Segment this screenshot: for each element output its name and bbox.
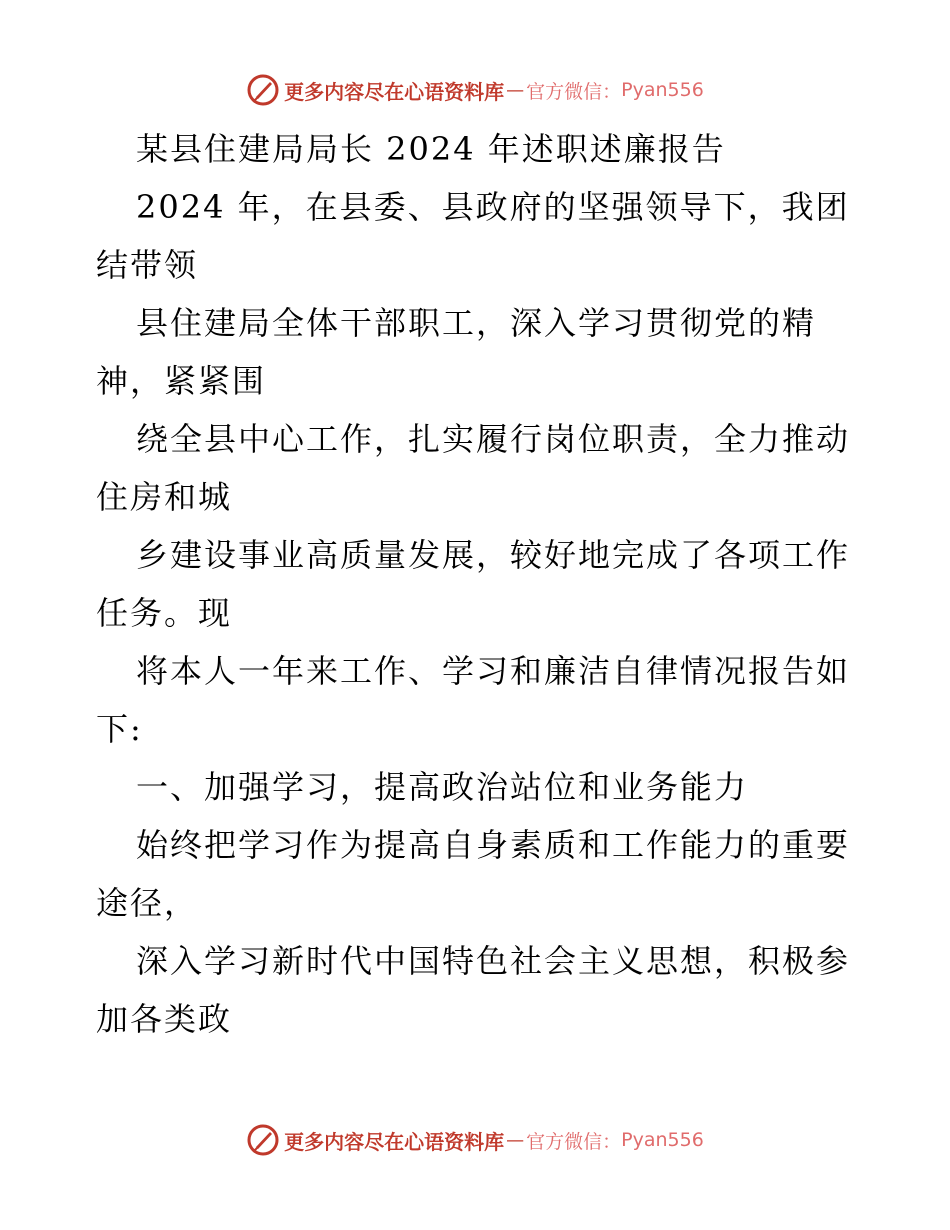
watermark-dash: —: [506, 79, 525, 101]
watermark-main-text: 更多内容尽在心语资料库: [284, 79, 505, 104]
paragraph-line: 加各类政: [96, 1000, 233, 1038]
quill-seal-icon: [246, 73, 280, 107]
paragraph-line: 结带领: [96, 246, 199, 284]
watermark-main-text: 更多内容尽在心语资料库: [284, 1129, 505, 1154]
watermark-sub-text: 官方微信：: [526, 80, 622, 103]
paragraph-line: 将本人一年来工作、学习和廉洁自律情况报告如: [136, 652, 851, 690]
paragraph-line: 任务。现: [96, 594, 233, 632]
document-body: [96, 120, 866, 1048]
document-title: 某县住建局局长 2024 年述职述廉报告: [136, 130, 726, 168]
paragraph-line: 神，紧紧围: [96, 362, 267, 400]
watermark-wechat-id: Pyan556: [621, 79, 704, 101]
paragraph-line: 2024 年，在县委、县政府的坚强领导下，我团: [136, 188, 850, 226]
paragraph-line: 途径，: [96, 884, 199, 922]
paragraph-line: 始终把学习作为提高自身素质和工作能力的重要: [136, 826, 851, 864]
watermark-footer: [0, 1120, 950, 1160]
watermark-header: [0, 70, 950, 110]
paragraph-line: 住房和城: [96, 478, 233, 516]
watermark-wechat-id: Pyan556: [621, 1129, 704, 1151]
watermark-sub-text: 官方微信：: [526, 1130, 622, 1153]
section-heading: 一、加强学习，提高政治站位和业务能力: [136, 768, 749, 806]
watermark-dash: —: [506, 1129, 525, 1151]
quill-seal-icon: [246, 1123, 280, 1157]
paragraph-line: 深入学习新时代中国特色社会主义思想，积极参: [136, 942, 851, 980]
paragraph-line: 下:: [96, 710, 143, 748]
paragraph-line: 绕全县中心工作，扎实履行岗位职责，全力推动: [136, 420, 851, 458]
paragraph-line: 县住建局全体干部职工，深入学习贯彻党的精: [136, 304, 817, 342]
paragraph-line: 乡建设事业高质量发展，较好地完成了各项工作: [136, 536, 851, 574]
